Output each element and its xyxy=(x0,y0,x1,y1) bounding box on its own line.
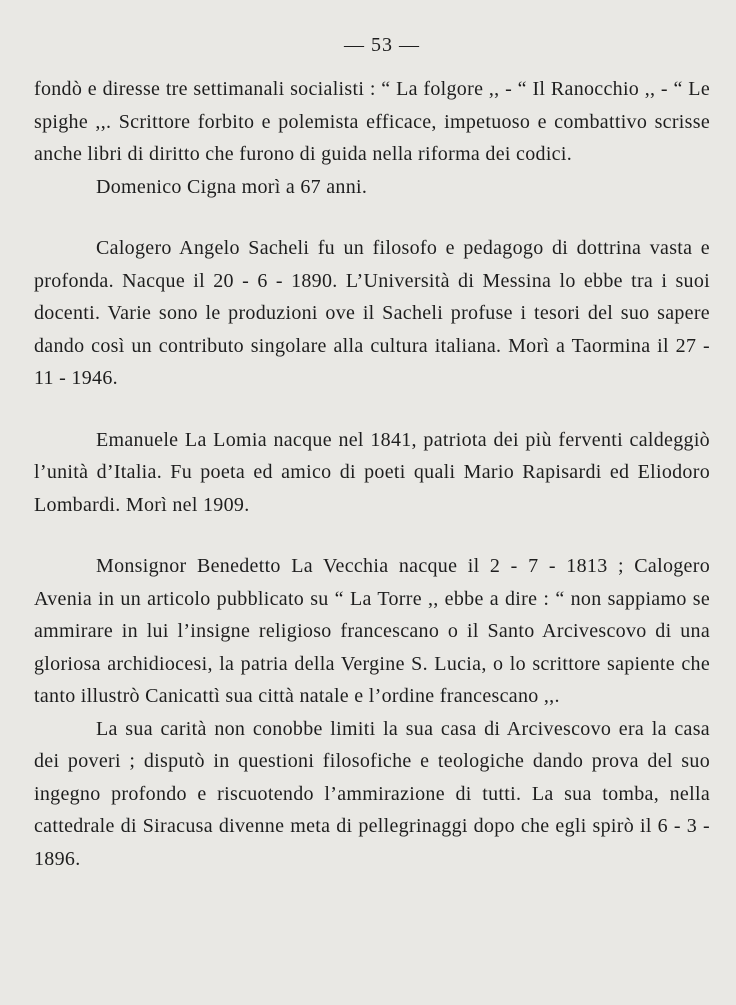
paragraph-la-vecchia: Monsignor Benedetto La Vecchia nacque il 2 - 7 - 1813 ; Calogero Avenia in un articolo pubblicato su “ La Torre ,, ebbe a dire : “ non sappiamo se ammirare in lui l’insigne religioso francescano o il Santo Arcivescovo di una gloriosa archidiocesi, la patria della Vergine S. Lucia, o lo scrittore sapiente che tanto illustrò Canicattì sua città natale e l’ordine francescano ,,. xyxy=(34,555,710,707)
page-number: — 53 — xyxy=(344,34,420,56)
page-body xyxy=(34,73,710,875)
paragraph-la-vecchia-charity: La sua carità non conobbe limiti la sua casa di Arcivescovo era la casa dei poveri ; disputò in questioni filosofiche e teologiche dando prova del suo ingegno profondo e riscuotendo l’ammirazione di tutti. La sua tomba, nella cattedrale di Siracusa divenne meta di pellegrinaggi dopo che egli spirò il 6 - 3 - 1896. xyxy=(34,717,710,870)
paragraph-la-lomia: Emanuele La Lomia nacque nel 1841, patriota dei più ferventi caldeggiò l’unità d’Italia. Fu poeta ed amico di poeti quali Mario Rapisardi ed Eliodoro Lombardi. Morì nel 1909. xyxy=(34,428,710,516)
paragraph-spacer xyxy=(34,203,710,232)
paragraph-sacheli: Calogero Angelo Sacheli fu un filosofo e pedagogo di dottrina vasta e profonda. Nacque il 20 - 6 - 1890. L’Università di Messina lo ebbe tra i suoi docenti. Varie sono le produzioni ove il Sacheli profuse i tesori del suo sapere dando così un contributo singolare alla cultura italiana. Morì a Taormina il 27 - 11 - 1946. xyxy=(34,237,710,389)
paragraph-cigna-death: Domenico Cigna morì a 67 anni. xyxy=(96,175,368,198)
paragraph-spacer xyxy=(34,395,710,424)
paragraph-cigna-continued: fondò e diresse tre settimanali socialisti : “ La folgore ,, - “ Il Ranocchio ,, - “ Le spighe ,,. Scrittore forbito e polemista efficace, impetuoso e combattivo scrisse anche libri di diritto che furono di guida nella riforma dei codici. xyxy=(34,78,710,165)
paragraph-spacer xyxy=(34,521,710,550)
